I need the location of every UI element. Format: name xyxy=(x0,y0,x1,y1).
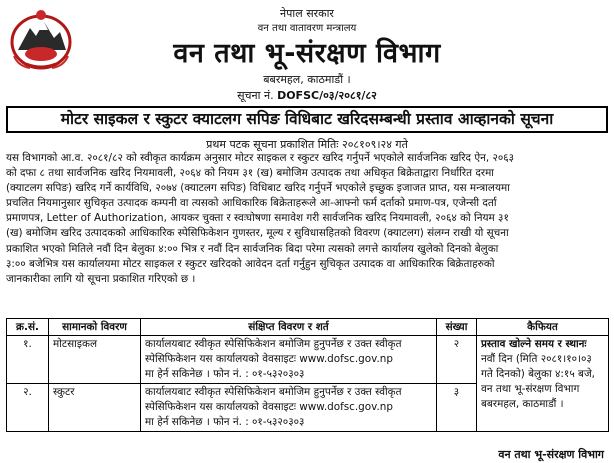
remarks-title: प्रस्ताव खोल्ने समय र स्थानः xyxy=(481,338,587,350)
body-line: (ख) बमोजिम खरिद उत्पादकको आधिकारिक स्पेसिफिकेशन गुणस्तर, मूल्य र सुविधासहितको विवरण (क्याटलग) संलग्न राखी यो सूचना xyxy=(6,227,509,240)
row-sn: १. xyxy=(7,336,49,384)
row-sn: २. xyxy=(7,384,49,432)
body-line: (क्याटलग सपिङ) खरिद गर्ने कार्यविधि, २०७४ (क्याटलग सपिङ) विधिबाट खरिद गर्नुपर्ने भएकोले इच्छुक इजाजत प्राप्त, यस मन्त्रालयमा xyxy=(6,182,510,195)
body-line: ३:०० बजेभित्र यस कार्यालयमा मोटर साइकल र स्कुटर खरिदको आवेदन दर्ता गर्नुहुन सुचिकृत उत्पादक वा आधिकारिक बिक्रेताहरुको xyxy=(6,257,495,270)
department-title: वन तथा भू-संरक्षण विभाग xyxy=(173,38,441,69)
remarks-line: गते दिनको) बेलुका ४:१५ बजे, xyxy=(481,368,595,380)
row-description xyxy=(141,336,437,384)
publication-date: प्रथम पटक सूचना प्रकाशित मितिः २०८१०९।२४ गते xyxy=(206,138,408,151)
notice-number xyxy=(0,88,614,103)
remarks-line: नवौं दिन (मिति २०८१।१०।०३ xyxy=(481,353,592,365)
remarks-line: बबरमहल, काठमाडौं । xyxy=(481,398,564,410)
government-name: नेपाल सरकार xyxy=(280,7,334,20)
description-line: मा हेर्न सकिनेछ । फोन नं. : ०१-५३२०३०३ xyxy=(145,416,305,428)
body-line: यस विभागको आ.व. २०८१/८२ को स्वीकृत कार्यक्रम अनुसार मोटर साइकल र स्कुटर खरिद गर्नुपर्ने भएकोले सार्वजनिक खरिद ऐन, २०६३ xyxy=(6,152,515,164)
row-item: मोटसाइकल xyxy=(49,336,141,384)
row-description xyxy=(141,384,437,432)
row-quantity: २ xyxy=(437,336,477,384)
body-line: प्रमाणपत्र, Letter of Authorization, आयकर चुक्ता र स्वःघोषणा समावेश गरी सार्वजनिक खरिद नियमावली, २०६४ को नियम ३१ xyxy=(6,212,509,225)
description-line: मा हेर्न सकिनेछ । फोन नं. : ०१-५३२०३०३ xyxy=(145,368,305,380)
body-line: प्रचलित नियमानुसार सुचिकृत उत्पादक कम्पनी वा त्यसको आधिकारिक बिक्रेताहरूले आ-आफ्नो फर्म दर्ताको प्रमाण-पत्र, एजेन्सी दर्ता xyxy=(6,197,497,210)
notice-number-label: सूचना नं. xyxy=(237,89,274,102)
notice-body xyxy=(6,151,608,287)
row-item: स्कुटर xyxy=(49,384,141,432)
department-address: बबरमहल, काठमाडौं । xyxy=(263,73,351,86)
notice-banner: मोटर साइकल र स्कुटर क्याटलग सपिङ विधिबाट खरिदसम्बन्धी प्रस्ताव आव्हानको सूचना xyxy=(6,106,608,133)
description-line: कार्यालयबाट स्वीकृत स्पेसिफिकेशन बमोजिम हुनुपर्नेछ र उक्त स्वीकृत xyxy=(145,338,402,350)
col-header-item: सामानको विवरण xyxy=(49,319,141,336)
remarks-line: वन तथा भू-संरक्षण विभाग xyxy=(481,383,580,395)
description-line: स्पेसिफिकेशन यस कार्यालयको वेवसाइटः www.dofsc.gov.np xyxy=(145,401,393,413)
body-line: को दफा ८ तथा सार्वजनिक खरिद नियमावली, २०६४ को नियम ३१ (ख) बमोजिम उत्पादक तथा अधिकृत बिक्रेताद्वारा निर्धारित दरमा xyxy=(6,167,494,180)
col-header-remarks: कैफियत xyxy=(477,319,609,336)
remarks-cell xyxy=(477,336,609,432)
col-header-description: संक्षिप्त विवरण र शर्त xyxy=(141,319,437,336)
body-line: प्रकाशित भएको मितिले नवौं दिन बेलुका ४:०० भित्र र नवौं दिन सार्वजनिक बिदा परेमा त्यसको लगत्ते कार्यालय खुलेको दिनको बेलुका xyxy=(6,242,499,255)
notice-number-value: DOFSC/०३/२०८१/८२ xyxy=(277,89,377,102)
description-line: कार्यालयबाट स्वीकृत स्पेसिफिकेशन बमोजिम हुनुपर्नेछ र उक्त स्वीकृत xyxy=(145,386,402,398)
row-quantity: ३ xyxy=(437,384,477,432)
table-header-row xyxy=(7,319,609,336)
description-line: स्पेसिफिकेशन यस कार्यालयको वेवसाइटः www.dofsc.gov.np xyxy=(145,353,393,365)
procurement-table xyxy=(6,318,609,432)
col-header-quantity: संख्या xyxy=(437,319,477,336)
table-row xyxy=(7,336,609,384)
col-header-sn: क्र.सं. xyxy=(7,319,49,336)
signature-block: वन तथा भू-संरक्षण विभाग xyxy=(498,448,604,461)
ministry-name: वन तथा वातावरण मन्त्रालय xyxy=(257,23,357,34)
body-line: जानकारीका लागि यो सूचना प्रकाशित गरिएको छ । xyxy=(6,272,196,285)
